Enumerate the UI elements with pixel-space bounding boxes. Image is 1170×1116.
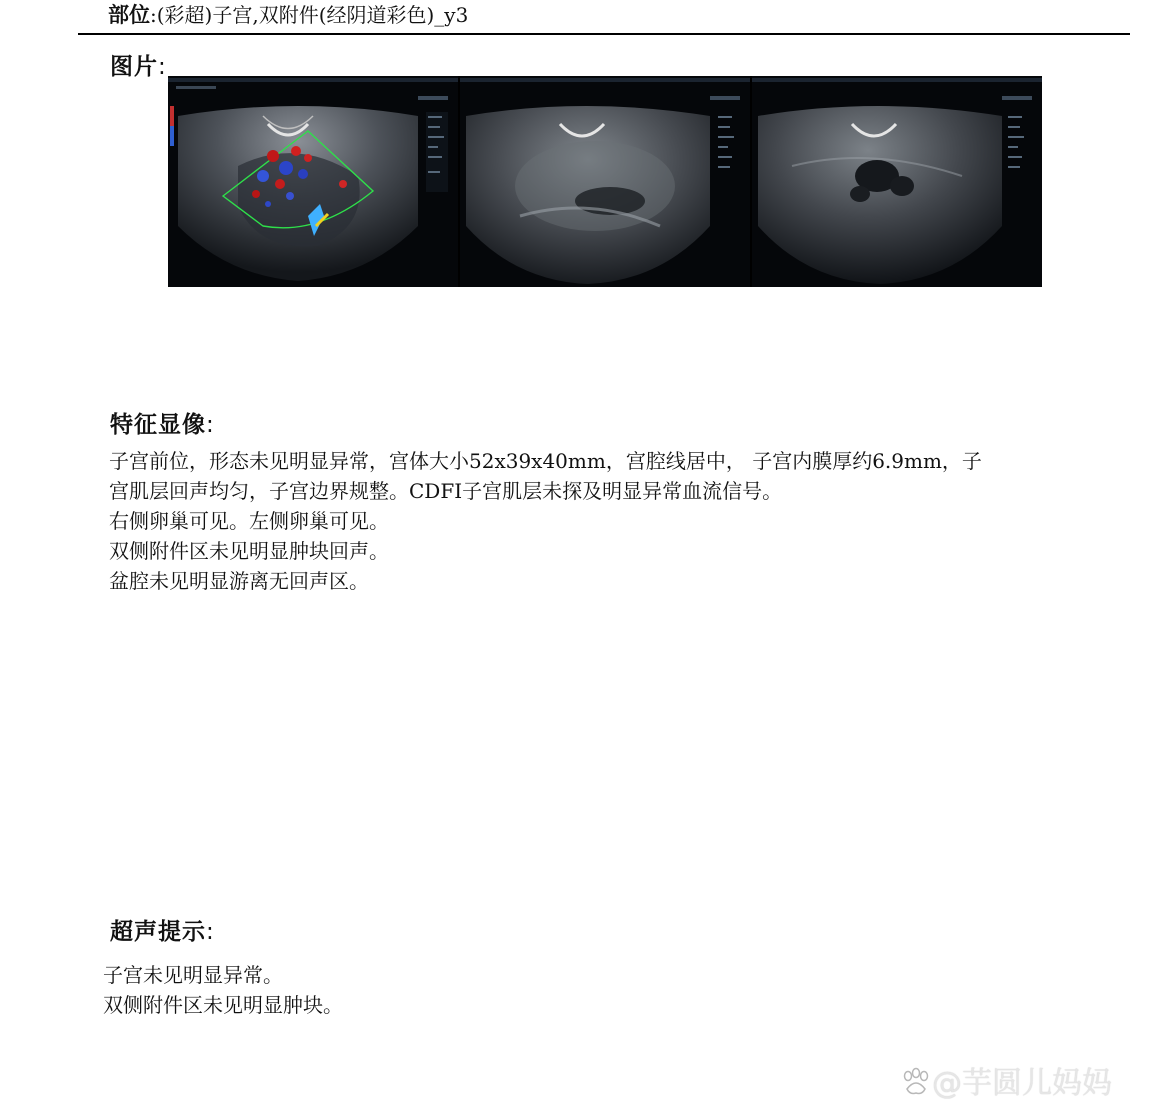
- conclusion-text: [103, 960, 343, 1020]
- findings-title-text: 特征显像: [110, 412, 206, 438]
- color-doppler-uterus-scan: [168, 76, 458, 287]
- images-title-text: 图片: [110, 54, 158, 80]
- findings-section-title: [110, 406, 215, 439]
- grayscale-uterus-scan: [460, 76, 750, 287]
- watermark: [900, 1058, 1112, 1102]
- conclusion-section-title: [110, 913, 215, 946]
- findings-line: 宫肌层回声均匀，子宫边界规整。CDFI子宫肌层未探及明显异常血流信号。: [109, 479, 783, 503]
- findings-text: [109, 446, 1109, 596]
- findings-line: 右侧卵巢可见。左侧卵巢可见。: [109, 509, 389, 533]
- images-title-colon: :: [158, 54, 167, 80]
- ultrasound-image-1: [168, 76, 458, 287]
- report-location-line: [108, 0, 468, 30]
- header-divider: [78, 33, 1130, 35]
- images-section-title: [110, 48, 167, 81]
- conclusion-line: 双侧附件区未见明显肿块。: [103, 993, 343, 1017]
- ultrasound-image-strip: [168, 76, 1042, 287]
- findings-title-colon: :: [206, 412, 215, 438]
- conclusion-title-text: 超声提示: [110, 919, 206, 945]
- conclusion-title-colon: :: [206, 919, 215, 945]
- watermark-text: @芋圆儿妈妈: [932, 1066, 1112, 1101]
- location-label: 部位: [108, 3, 150, 27]
- findings-line: 盆腔未见明显游离无回声区。: [109, 569, 369, 593]
- ultrasound-image-2: [460, 76, 750, 287]
- location-value: :(彩超)子宫,双附件(经阴道彩色)_y3: [150, 3, 469, 27]
- conclusion-line: 子宫未见明显异常。: [103, 963, 283, 987]
- findings-line: 双侧附件区未见明显肿块回声。: [109, 539, 389, 563]
- ultrasound-image-3: [752, 76, 1042, 287]
- paw-icon: [900, 1067, 932, 1097]
- findings-line: 子宫前位，形态未见明显异常，宫体大小52x39x40mm，宫腔线居中， 子宫内膜厚约6.9mm，子: [109, 449, 982, 473]
- grayscale-adnexa-scan: [752, 76, 1042, 287]
